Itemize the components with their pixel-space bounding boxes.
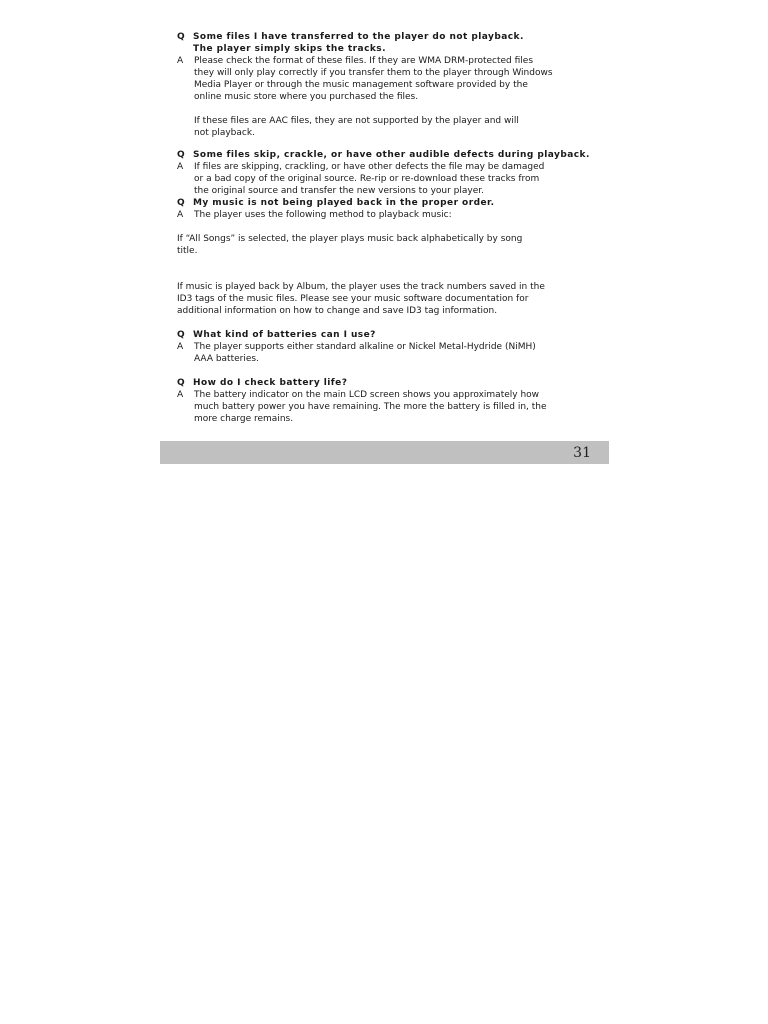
answer-line: The player supports either standard alkaline or Nickel Metal-Hydride (NiMH) [194,342,536,352]
faq-question-3 [177,197,607,209]
note-line: additional information on how to change and save ID3 tag information. [177,306,498,316]
answer-line: AAA batteries. [194,354,259,364]
answer-marker: A [177,210,184,220]
order-note-all-songs [177,233,607,257]
answer-line: The player uses the following method to playback music: [194,210,452,220]
answer-marker: A [177,56,184,66]
faq-question-1 [177,31,607,55]
answer-line: The battery indicator on the main LCD screen shows you approximately how [194,390,540,400]
answer-line: much battery power you have remaining. The more the battery is filled in, the [194,402,547,412]
faq-question-5 [177,377,607,389]
question-line: How do I check battery life? [193,378,348,388]
answer-line: Please check the format of these files. If they are WMA DRM-protected files [194,56,534,66]
answer-line: or a bad copy of the original source. Re-rip or re-download these tracks from [194,174,540,184]
answer-line: Media Player or through the music management software provided by the [194,80,528,90]
faq-question-4 [177,329,607,341]
question-marker: Q [177,150,186,160]
page-number: 31 [573,445,591,461]
answer-line: If these files are AAC files, they are not supported by the player and will [194,116,519,126]
answer-marker: A [177,342,184,352]
answer-line: they will only play correctly if you transfer them to the player through Windows [194,68,553,78]
faq-content [177,31,607,425]
note-line: If “All Songs” is selected, the player plays music back alphabetically by song [177,234,523,244]
note-line: ID3 tags of the music files. Please see your music software documentation for [177,294,529,304]
faq-answer-3 [177,209,607,221]
page-footer-bar [160,441,609,464]
faq-answer-4 [177,341,607,365]
question-marker: Q [177,330,186,340]
faq-answer-2 [177,161,607,197]
note-line: If music is played back by Album, the player uses the track numbers saved in the [177,282,545,292]
answer-line: more charge remains. [194,414,294,424]
faq-answer-1 [177,55,607,139]
question-marker: Q [177,378,186,388]
question-line: My music is not being played back in the proper order. [193,198,495,208]
faq-answer-5 [177,389,607,425]
answer-line: online music store where you purchased the files. [194,92,419,102]
faq-question-2 [177,149,607,161]
question-line: The player simply skips the tracks. [193,44,386,54]
answer-line: If files are skipping, crackling, or have other defects the file may be damaged [194,162,545,172]
question-marker: Q [177,32,186,42]
question-line: Some files skip, crackle, or have other audible defects during playback. [193,150,590,160]
note-line: title. [177,246,198,256]
answer-marker: A [177,390,184,400]
order-note-album [177,281,607,317]
question-marker: Q [177,198,186,208]
answer-line: the original source and transfer the new versions to your player. [194,186,485,196]
question-line: What kind of batteries can I use? [193,330,376,340]
question-line: Some files I have transferred to the player do not playback. [193,32,524,42]
answer-line: not playback. [194,128,255,138]
answer-marker: A [177,162,184,172]
